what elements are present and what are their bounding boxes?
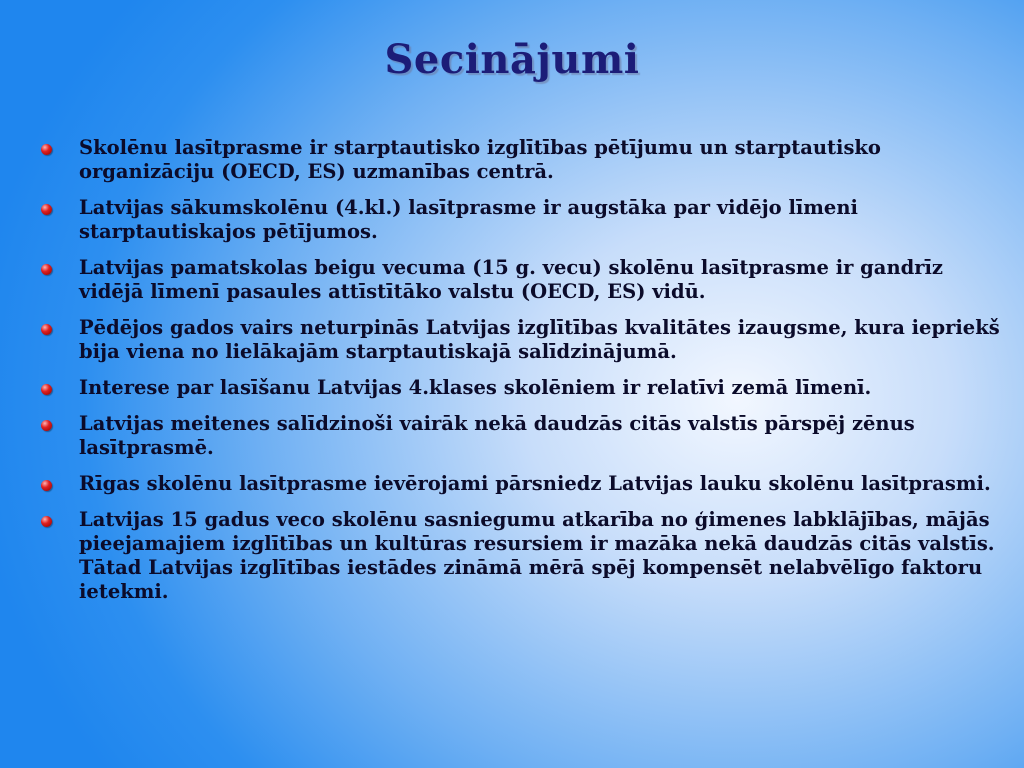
bullet-text: Latvijas pamatskolas beigu vecuma (15 g. vecu) skolēnu lasītprasme ir gandrīz vidējā līmenī pasaules attīstītāko valstu (OECD, ES) vidū. bbox=[79, 256, 944, 303]
bullet-item bbox=[40, 316, 1000, 364]
bullet-item bbox=[40, 196, 1000, 244]
red-sphere-bullet-icon bbox=[41, 144, 52, 155]
bullet-text: Latvijas meitenes salīdzinoši vairāk nekā daudzās citās valstīs pārspēj zēnus lasītprasmē. bbox=[79, 412, 915, 459]
conclusions-list bbox=[40, 136, 1000, 616]
bullet-text: Interese par lasīšanu Latvijas 4.klases skolēniem ir relatīvi zemā līmenī. bbox=[79, 376, 872, 399]
bullet-text: Skolēnu lasītprasme ir starptautisko izglītības pētījumu un starptautisko organizāciju (OECD, ES) uzmanības centrā. bbox=[79, 136, 881, 183]
red-sphere-bullet-icon bbox=[41, 204, 52, 215]
bullet-text: Latvijas 15 gadus veco skolēnu sasniegumu atkarība no ģimenes labklājības, mājās pieejamajiem izglītības un kultūras resursiem ir mazāka nekā daudzās citās valstīs. Tātad Latvijas izglītības iestādes zināmā mērā spēj kompensēt nelabvēlīgo faktoru ietekmi. bbox=[79, 508, 995, 603]
slide-title: Secinājumi bbox=[384, 36, 640, 83]
red-sphere-bullet-icon bbox=[41, 324, 52, 335]
bullet-text: Rīgas skolēnu lasītprasme ievērojami pārsniedz Latvijas lauku skolēnu lasītprasmi. bbox=[79, 472, 991, 495]
red-sphere-bullet-icon bbox=[41, 384, 52, 395]
bullet-item bbox=[40, 256, 1000, 304]
bullet-text: Pēdējos gados vairs neturpinās Latvijas izglītības kvalitātes izaugsme, kura iepriekš bija viena no lielākajām starptautiskajā salīdzinājumā. bbox=[79, 316, 1000, 363]
red-sphere-bullet-icon bbox=[41, 420, 52, 431]
bullet-item bbox=[40, 472, 1000, 496]
bullet-item bbox=[40, 376, 1000, 400]
red-sphere-bullet-icon bbox=[41, 264, 52, 275]
bullet-text: Latvijas sākumskolēnu (4.kl.) lasītprasme ir augstāka par vidējo līmeni starptautiskajos pētījumos. bbox=[79, 196, 858, 243]
red-sphere-bullet-icon bbox=[41, 480, 52, 491]
bullet-item bbox=[40, 412, 1000, 460]
red-sphere-bullet-icon bbox=[41, 516, 52, 527]
bullet-item bbox=[40, 136, 1000, 184]
bullet-item bbox=[40, 508, 1000, 604]
